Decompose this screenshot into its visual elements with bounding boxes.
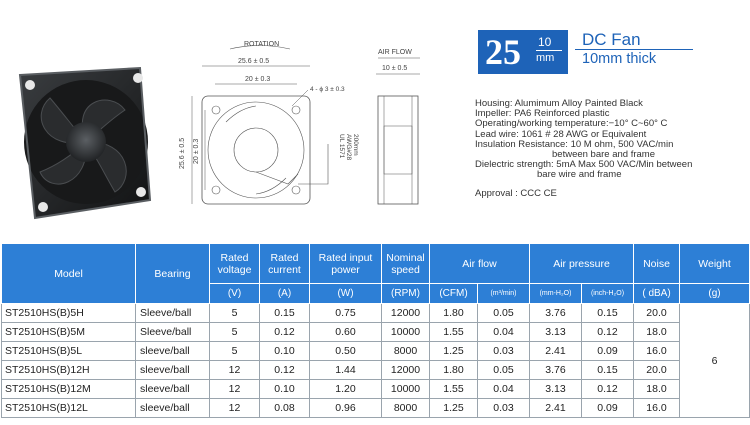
cell-cfm: 1.55 [430,380,478,399]
title-rule [575,49,693,50]
header-pressure: Air pressure [530,244,634,284]
cell-noise: 18.0 [634,380,680,399]
cell-voltage: 5 [210,304,260,323]
cell-inch: 0.15 [582,304,634,323]
cell-mmh2o: 2.41 [530,342,582,361]
cell-speed: 8000 [382,342,430,361]
cell-power: 0.60 [310,323,382,342]
header-weight: Weight [680,244,750,284]
unit-pressure-mm: (mm-H₂O) [539,290,572,297]
dimension-drawing [160,34,490,234]
cell-bearing: Sleeve/ball [136,323,210,342]
table-row [2,304,750,323]
cell-noise: 18.0 [634,323,680,342]
cell-power: 0.96 [310,399,382,418]
unit-airflow-m3: (m³/min) [490,290,517,297]
rotation-label: ROTATION [244,41,280,48]
cell-noise: 16.0 [634,342,680,361]
cell-power: 1.44 [310,361,382,380]
unit-speed: (RPM) [382,284,430,304]
cell-voltage: 5 [210,323,260,342]
cell-inch: 0.12 [582,380,634,399]
cell-voltage: 5 [210,342,260,361]
dim-hole-spacing: 20 ± 0.3 [245,76,271,83]
cell-voltage: 12 [210,380,260,399]
cell-noise: 20.0 [634,361,680,380]
cell-cfm: 1.80 [430,361,478,380]
cell-bearing: sleeve/ball [136,399,210,418]
cell-current: 0.10 [260,380,310,399]
dim-side-outer: 25.6 ± 0.5 [179,137,186,169]
header-model: Model [2,244,136,304]
spec-impeller: Impeller: PA6 Reinforced plastic [475,108,610,120]
cell-m3: 0.04 [478,380,530,399]
cell-bearing: sleeve/ball [136,342,210,361]
wire-spec-ul: UL 1571 [338,134,345,159]
unit-airflow-cfm: (CFM) [430,284,478,304]
cell-current: 0.12 [260,361,310,380]
cell-m3: 0.03 [478,399,530,418]
cell-m3: 0.05 [478,304,530,323]
cell-inch: 0.09 [582,342,634,361]
spec-housing: Housing: Alumimum Alloy Painted Black [475,98,643,109]
airflow-label: AIR FLOW [378,49,412,56]
spec-lead-wire: Lead wire: 1061 # 28 AWG or Equivalent [475,128,647,140]
size-badge-number: 25 [485,32,521,72]
dim-thickness: 10 ± 0.5 [382,65,408,72]
cell-inch: 0.12 [582,323,634,342]
cell-voltage: 12 [210,399,260,418]
spec-dielectric-cont: bare wire and frame [537,169,622,181]
table-row [2,342,750,361]
cell-cfm: 1.80 [430,304,478,323]
cell-bearing: Sleeve/ball [136,304,210,323]
table-row [2,380,750,399]
cell-m3: 0.03 [478,342,530,361]
cell-current: 0.08 [260,399,310,418]
product-title: DC Fan [582,30,641,49]
cell-model: ST2510HS(B)5L [2,342,136,361]
cell-bearing: sleeve/ball [136,361,210,380]
unit-power: (W) [310,284,382,304]
unit-voltage: (V) [210,284,260,304]
header-power: Rated input power [310,244,382,284]
cell-bearing: sleeve/ball [136,380,210,399]
fan-photo [0,50,158,225]
cell-model: ST2510HS(B)12L [2,399,136,418]
cell-mmh2o: 2.41 [530,399,582,418]
cell-power: 0.50 [310,342,382,361]
cell-speed: 8000 [382,399,430,418]
product-subtitle: 10mm thick [582,51,657,67]
cell-cfm: 1.25 [430,342,478,361]
table-row [2,399,750,418]
cell-noise: 16.0 [634,399,680,418]
wire-spec-awg: AWG#28 [345,134,352,161]
spec-list [475,99,750,199]
dim-hole-diameter: 4 - ϕ 3 ± 0.3 [310,86,345,93]
dim-side-holes: 20 ± 0.3 [193,138,200,164]
cell-speed: 10000 [382,380,430,399]
cell-speed: 12000 [382,304,430,323]
wire-spec-length: 200mm [352,134,359,156]
spec-temperature: Operating/working temperature:−10° C~60° C [475,118,668,130]
table-row [2,323,750,342]
cell-current: 0.15 [260,304,310,323]
spec-table [1,243,750,418]
table-row [2,361,750,380]
header-airflow: Air flow [430,244,530,284]
size-badge-rule [536,50,562,51]
cell-current: 0.10 [260,342,310,361]
header-noise: Noise [634,244,680,284]
spec-approval: Approval : CCC CE [475,187,557,199]
cell-voltage: 12 [210,361,260,380]
cell-weight: 6 [680,304,750,418]
cell-mmh2o: 3.13 [530,323,582,342]
cell-model: ST2510HS(B)5H [2,304,136,323]
cell-speed: 10000 [382,323,430,342]
cell-model: ST2510HS(B)12M [2,380,136,399]
dim-outer-width: 25.6 ± 0.5 [238,58,270,65]
unit-current: (A) [260,284,310,304]
size-badge [478,30,568,74]
header-speed: Nominal speed [382,244,430,284]
size-badge-thickness: 10 [538,35,552,49]
cell-mmh2o: 3.13 [530,380,582,399]
cell-speed: 12000 [382,361,430,380]
cell-model: ST2510HS(B)12H [2,361,136,380]
cell-mmh2o: 3.76 [530,361,582,380]
cell-power: 1.20 [310,380,382,399]
cell-cfm: 1.55 [430,323,478,342]
cell-m3: 0.04 [478,323,530,342]
spec-insulation: Insulation Resistance: 10 M ohm, 500 VAC/min [475,138,674,150]
cell-noise: 20.0 [634,304,680,323]
header-voltage: Rated voltage [210,244,260,284]
cell-current: 0.12 [260,323,310,342]
cell-power: 0.75 [310,304,382,323]
header-bearing: Bearing [136,244,210,304]
unit-weight: (g) [680,284,750,304]
unit-noise: ( dBA) [634,284,680,304]
header-current: Rated current [260,244,310,284]
cell-inch: 0.15 [582,361,634,380]
cell-cfm: 1.25 [430,399,478,418]
spec-dielectric: Dielectric strength: 5mA Max 500 VAC/Min between [475,159,693,171]
cell-m3: 0.05 [478,361,530,380]
cell-model: ST2510HS(B)5M [2,323,136,342]
unit-pressure-inch: (inch-H₂O) [590,290,625,297]
size-badge-unit: mm [536,52,555,64]
spec-insulation-cont: between bare and frame [552,149,655,161]
cell-inch: 0.09 [582,399,634,418]
cell-mmh2o: 3.76 [530,304,582,323]
